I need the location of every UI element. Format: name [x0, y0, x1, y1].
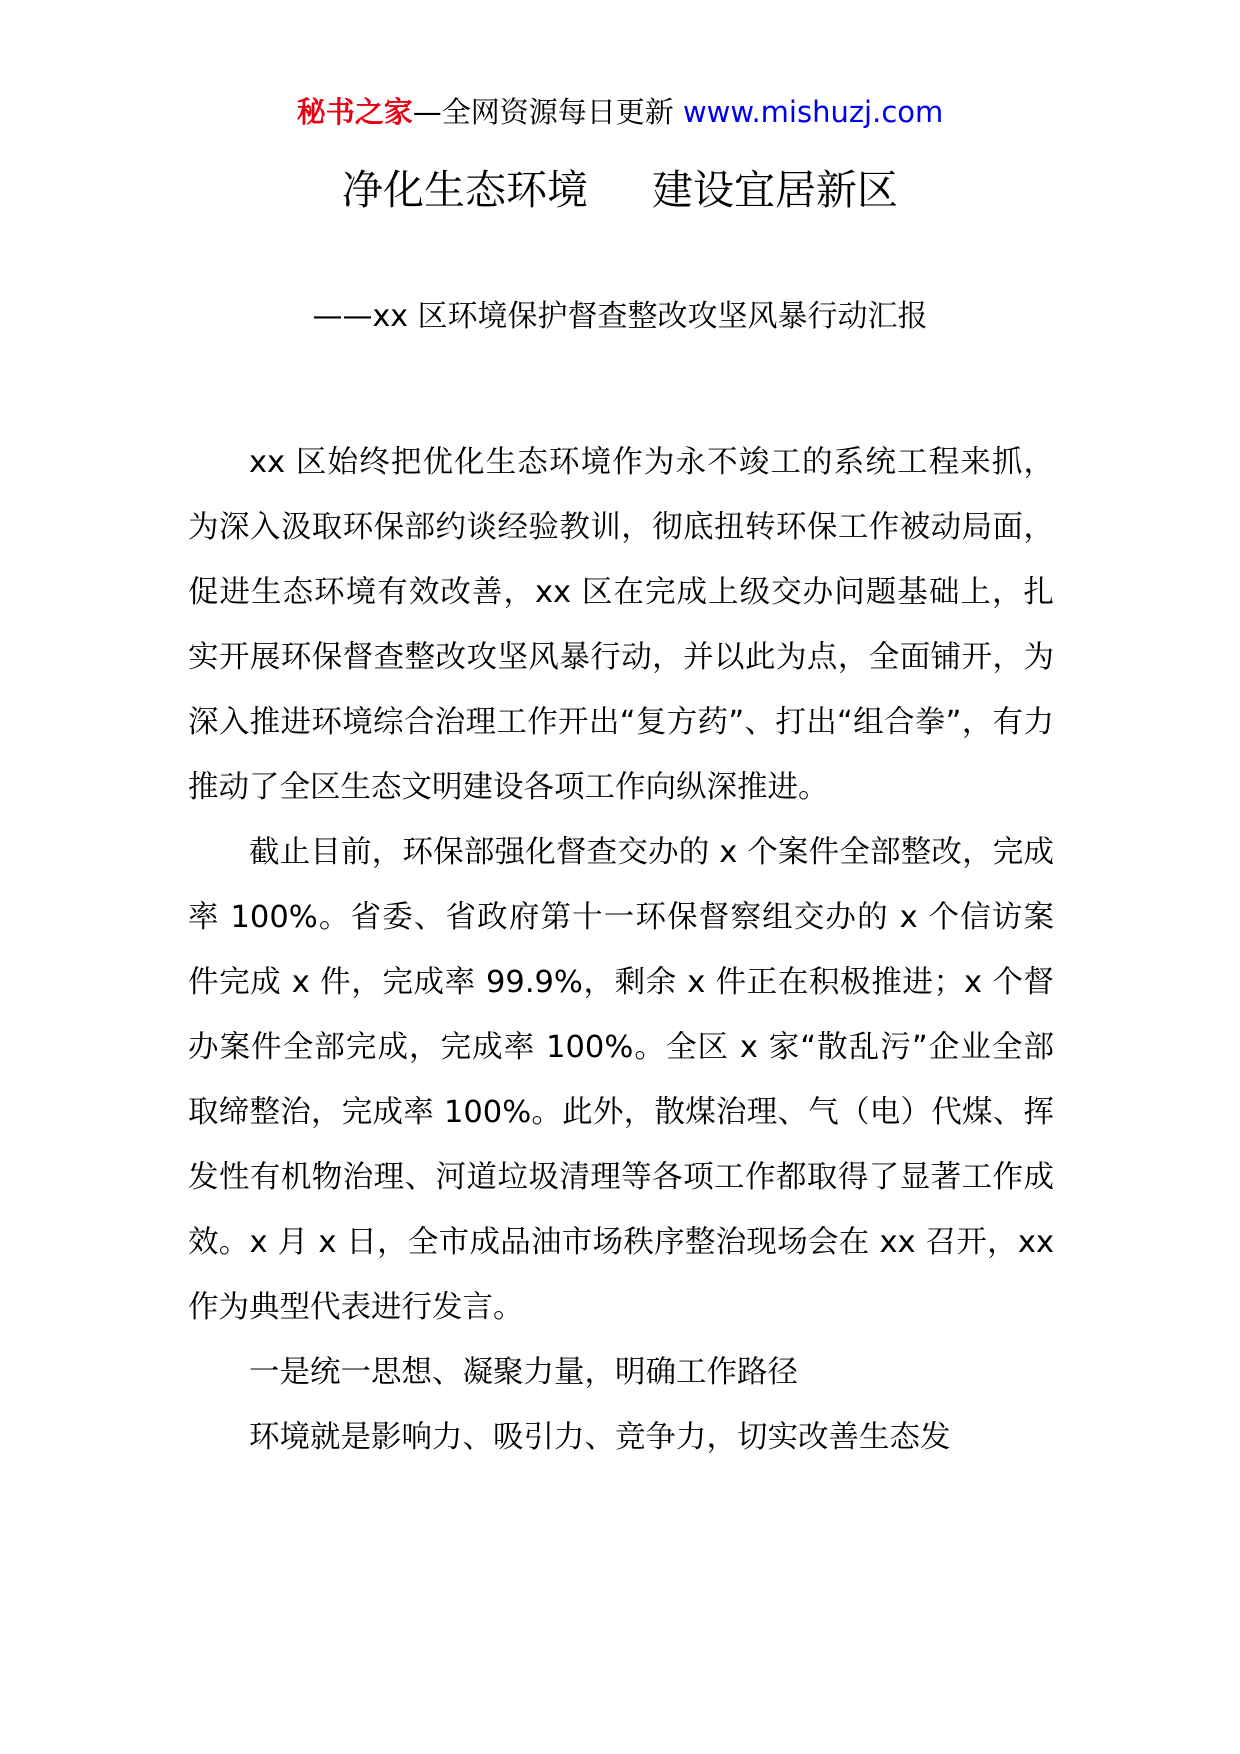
body-paragraph: 环境就是影响力、吸引力、竞争力，切实改善生态发: [249, 1420, 951, 1455]
banner-tagline: —全网资源每日更新: [412, 95, 683, 129]
body-paragraph: xx 区始终把优化生态环境作为永不竣工的系统工程来抓，为深入汲取环保部约谈经验教训，彻底扭转环保工作被动局面，促进生态环境有效改善，xx 区在完成上级交办问题基础上，扎实开展环保督查整改攻坚风暴行动，并以此为点，全面铺开，为深入推进环境综合治理工作开出“复方药”、打出“组合拳”，有力推动了全区生态文明建设各项工作向纵深推进。: [188, 445, 1054, 805]
body-paragraph: 截止目前，环保部强化督查交办的 x 个案件全部整改，完成率 100%。省委、省政府第十一环保督察组交办的 x 个信访案件完成 x 件，完成率 99.9%，剩余 x 件正在积极推进；x 个督办案件全部完成，完成率 100%。全区 x 家“散乱污”企业全部取缔整治，完成率 100%。此外，散煤治理、气（电）代煤、挥发性有机物治理、河道垃圾清理等各项工作都取得了显著工作成效。x 月 x 日，全市成品油市场秩序整治现场会在 xx 召开，xx 作为典型代表进行发言。: [188, 835, 1054, 1325]
title-part-2: 建设宜居新区: [652, 166, 898, 214]
title-part-1: 净化生态环境: [342, 166, 588, 214]
site-banner: [0, 92, 1240, 132]
document-title: [0, 162, 1240, 218]
site-url-link[interactable]: www.mishuzj.com: [682, 95, 944, 129]
document-subtitle: ——xx 区环境保护督查整改攻坚风暴行动汇报: [312, 299, 928, 334]
document-body: [188, 430, 1054, 1470]
brand-name: 秘书之家: [296, 95, 413, 129]
section-heading: 一是统一思想、凝聚力量，明确工作路径: [249, 1355, 798, 1390]
